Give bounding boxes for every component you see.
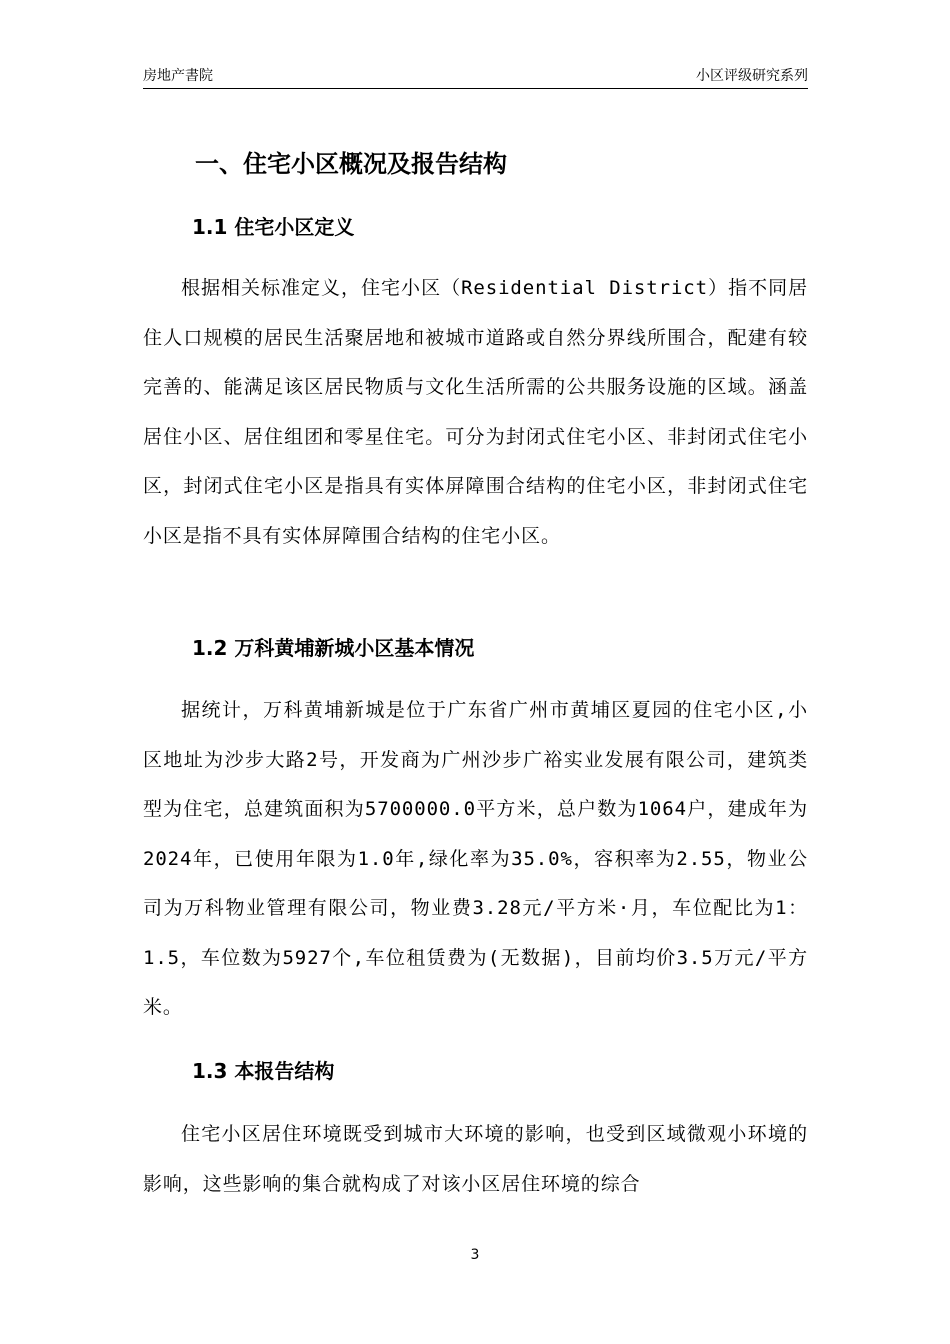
paragraph-1-3: 住宅小区居住环境既受到城市大环境的影响，也受到区域微观小环境的影响，这些影响的集合就构成了对该小区居住环境的综合 <box>143 1123 808 1195</box>
page-header <box>143 66 808 89</box>
heading-1-2: 1.2 万科黄埔新城小区基本情况 <box>192 636 475 660</box>
heading-1-1: 1.1 住宅小区定义 <box>192 215 355 239</box>
paragraph-1-1: 根据相关标准定义，住宅小区（Residential District）指不同居住人口规模的居民生活聚居地和被城市道路或自然分界线所围合，配建有较完善的、能满足该区居民物质与文化生活所需的公共服务设施的区域。涵盖居住小区、居住组团和零星住宅。可分为封闭式住宅小区、非封闭式住宅小区，封闭式住宅小区是指具有实体屏障围合结构的住宅小区，非封闭式住宅小区是指不具有实体屏障围合结构的住宅小区。 <box>143 277 808 547</box>
heading-1-3: 1.3 本报告结构 <box>192 1059 335 1083</box>
header-publisher: 房地产書院 <box>143 68 213 84</box>
header-series: 小区评级研究系列 <box>696 68 808 84</box>
paragraph-1-2: 据统计，万科黄埔新城是位于广东省广州市黄埔区夏园的住宅小区,小区地址为沙步大路2号，开发商为广州沙步广裕实业发展有限公司，建筑类型为住宅，总建筑面积为5700000.0平方米，总户数为1064户，建成年为2024年，已使用年限为1.0年,绿化率为35.0%，容积率为2.55，物业公司为万科物业管理有限公司，物业费3.28元/平方米·月，车位配比为1：1.5，车位数为5927个,车位租赁费为(无数据)，目前均价3.5万元/平方米。 <box>143 699 808 1018</box>
section-title: 一、住宅小区概况及报告结构 <box>195 150 507 178</box>
page-number: 3 <box>470 1247 480 1263</box>
